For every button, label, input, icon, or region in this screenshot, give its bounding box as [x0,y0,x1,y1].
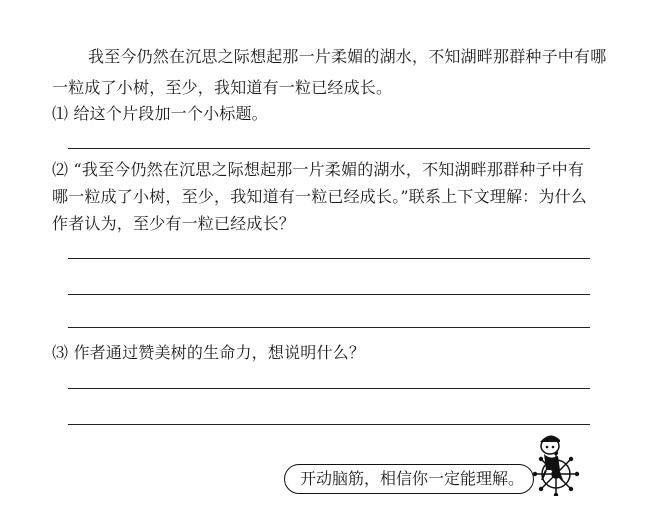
question-2-line-1: ⑵ “我至今仍然在沉思之际想起那一片柔媚的湖水，不知湖畔那群种子中有 [52,160,585,179]
answer-line-q2-3[interactable] [68,327,590,328]
question-1: ⑴ 给这个片段加一个小标题。 [52,104,268,123]
passage-line-1: 我至今仍然在沉思之际想起那一片柔媚的湖水，不知湖畔那群种子中有哪 [88,47,607,66]
answer-line-q1[interactable] [68,148,590,149]
answer-line-q2-1[interactable] [68,258,590,259]
passage-line-2: 一粒成了小树，至少，我知道有一粒已经成长。 [52,78,393,97]
answer-line-q2-2[interactable] [68,294,590,295]
tip-text: 开动脑筋，相信你一定能理解。 [300,469,525,488]
answer-line-q3-2[interactable] [68,424,590,425]
question-2-line-2: 哪一粒成了小树，至少，我知道有一粒已经成长。”联系上下文理解：为什么 [52,187,587,206]
question-3: ⑶ 作者通过赞美树的生命力，想说明什么？ [52,343,366,362]
question-2-line-3: 作者认为，至少有一粒已经成长？ [52,214,296,233]
sailor-mascot-icon [520,430,590,496]
answer-line-q3-1[interactable] [68,388,590,389]
